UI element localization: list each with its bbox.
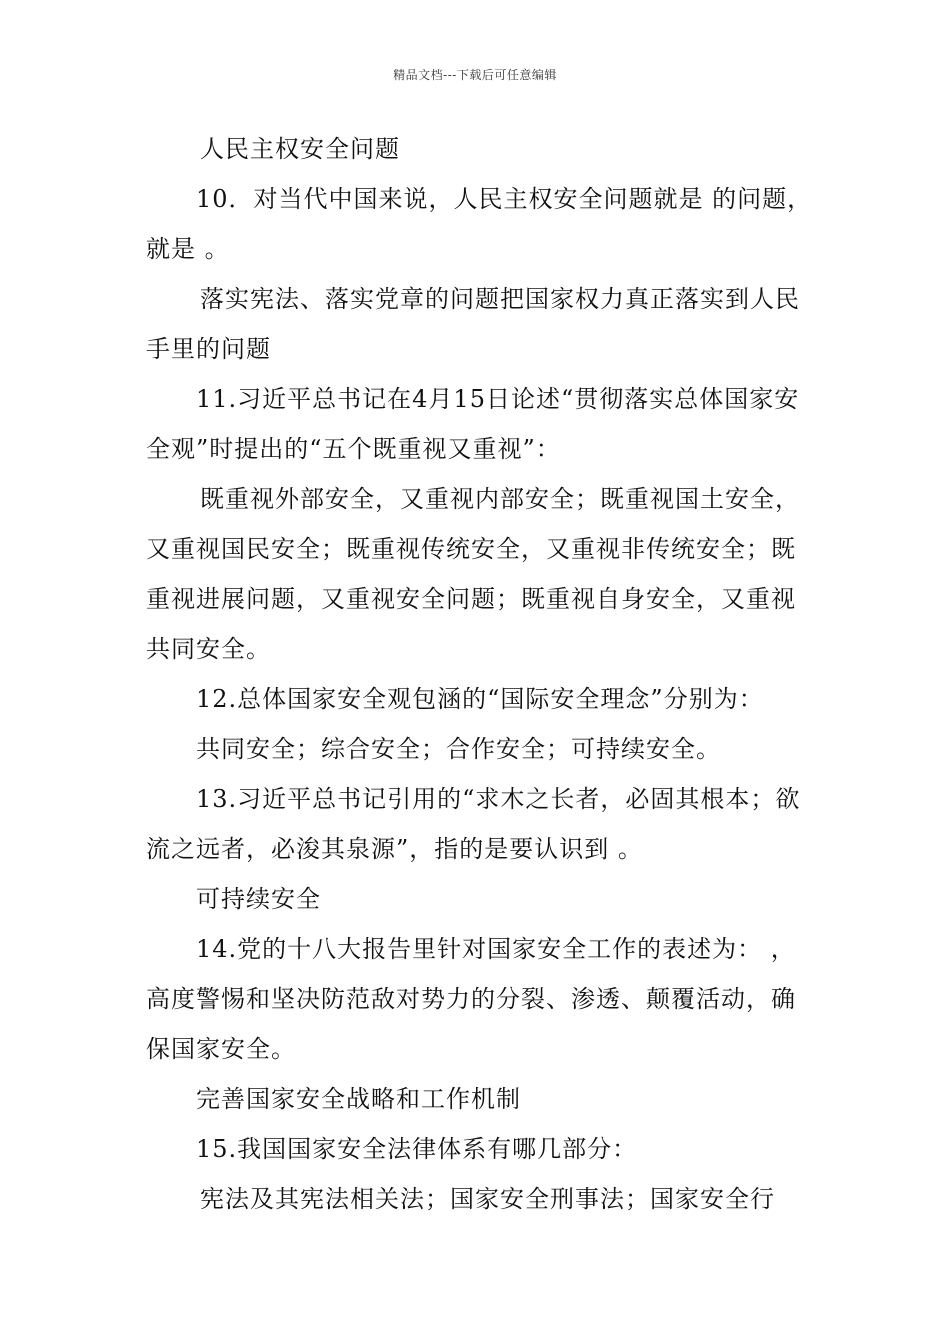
answer-paragraph: 既重视外部安全，又重视内部安全；既重视国土安全，又重视国民安全；既重视传统安全，又重视非传统安全；既重视进展问题，又重视安全问题；既重视自身安全，又重视共同安全。 — [146, 485, 800, 663]
question-paragraph: 12.总体国家安全观包涵的“国际安全理念”分别为： — [196, 685, 764, 713]
question-paragraph: 11.习近平总书记在4月15日论述“贯彻落实总体国家安全观”时提出的“五个既重视又重视”： — [146, 385, 800, 463]
document-body — [146, 124, 814, 1224]
answer-paragraph: 落实宪法、落实党章的问题把国家权力真正落实到人民手里的问题 — [146, 285, 800, 363]
question-paragraph: 14.党的十八大报告里针对国家安全工作的表述为： ，高度警惕和坚决防范敌对势力的分裂、渗透、颠覆活动，确保国家安全。 — [146, 935, 796, 1063]
question-paragraph: 10．对当代中国来说，人民主权安全问题就是 的问题，就是 。 — [146, 185, 813, 263]
page-header: 精品文档---下载后可任意编辑 — [393, 68, 557, 82]
answer-paragraph: 可持续安全 — [196, 885, 321, 913]
answer-paragraph: 共同安全；综合安全；合作安全；可持续安全。 — [196, 735, 721, 763]
answer-paragraph: 人民主权安全问题 — [200, 135, 400, 163]
question-paragraph: 15.我国国家安全法律体系有哪几部分： — [196, 1135, 638, 1163]
question-paragraph: 13.习近平总书记引用的“求木之长者，必固其根本；欲流之远者，必浚其泉源”，指的是要认识到 。 — [146, 785, 801, 863]
answer-paragraph: 完善国家安全战略和工作机制 — [196, 1085, 521, 1113]
answer-paragraph: 宪法及其宪法相关法；国家安全刑事法；国家安全行 — [200, 1185, 775, 1213]
